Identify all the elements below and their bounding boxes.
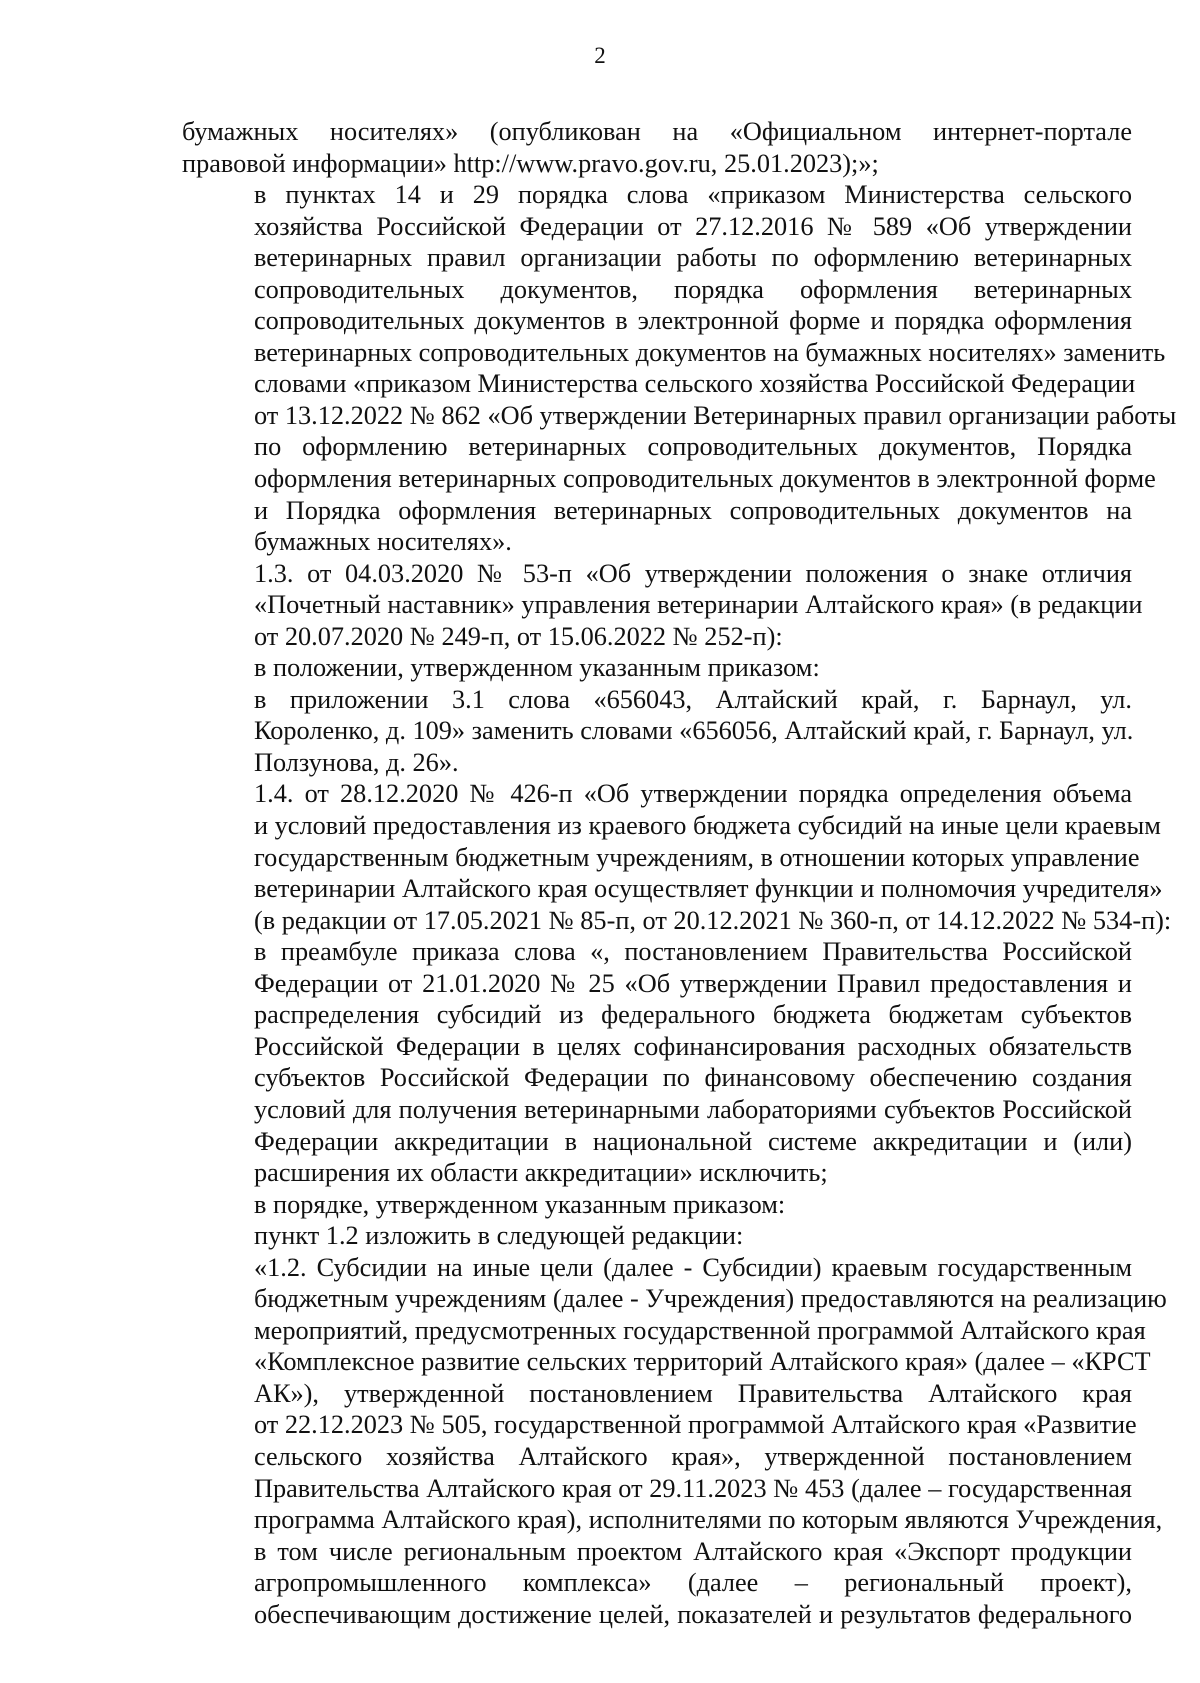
text-line: Федерации аккредитации в национальной системе аккредитации и (или) <box>254 1126 1132 1156</box>
paragraph <box>182 1252 1167 1631</box>
text-line: и Порядка оформления ветеринарных сопроводительных документов на <box>254 495 1132 525</box>
text-line: в положении, утвержденном указанным приказом: <box>254 653 820 683</box>
text-line: 1.4. от 28.12.2020 № 426-п «Об утверждении порядка определения объема <box>254 779 1132 809</box>
text-line: бюджетным учреждениям (далее - Учреждения) предоставляются на реализацию <box>254 1284 1167 1314</box>
text-line: правовой информации» http://www.pravo.gov.ru, 25.01.2023);»; <box>182 148 879 178</box>
text-line: Российской Федерации в целях софинансирования расходных обязательств <box>254 1031 1132 1061</box>
text-line: бумажных носителях» (опубликован на «Официальном интернет-портале <box>182 117 1132 146</box>
text-line: государственным бюджетным учреждениям, в отношении которых управление <box>254 842 1140 872</box>
text-line: условий для получения ветеринарными лабораториями субъектов Российской <box>254 1094 1132 1124</box>
text-line: хозяйства Российской Федерации от 27.12.2016 № 589 «Об утверждении <box>254 211 1132 241</box>
text-line: 1.3. от 04.03.2020 № 53-п «Об утверждении положения о знаке отличия <box>254 558 1132 588</box>
text-line: Федерации от 21.01.2020 № 25 «Об утверждении Правил предоставления и <box>254 968 1132 998</box>
text-line: ветеринарных сопроводительных документов на бумажных носителях» заменить <box>254 337 1166 367</box>
text-line: «1.2. Субсидии на иные цели (далее - Субсидии) краевым государственным <box>254 1252 1132 1282</box>
text-line: мероприятий, предусмотренных государственной программой Алтайского края <box>254 1315 1146 1345</box>
text-line: от 20.07.2020 № 249-п, от 15.06.2022 № 252-п): <box>254 621 783 651</box>
text-line: пункт 1.2 изложить в следующей редакции: <box>254 1221 744 1251</box>
text-line: «Почетный наставник» управления ветеринарии Алтайского края» (в редакции <box>254 590 1143 620</box>
paragraph <box>182 179 1177 558</box>
text-line: в порядке, утвержденном указанным приказом: <box>254 1189 786 1219</box>
paragraph <box>182 558 1143 653</box>
text-line: (в редакции от 17.05.2021 № 85-п, от 20.12.2021 № 360-п, от 14.12.2022 № 534-п): <box>254 905 1172 935</box>
text-line: в преамбуле приказа слова «, постановлением Правительства Российской <box>254 937 1132 967</box>
paragraph <box>182 1189 1132 1221</box>
page-number: 2 <box>594 43 606 68</box>
text-line: от 22.12.2023 № 505, государственной программой Алтайского края «Развитие <box>254 1410 1137 1440</box>
paragraph <box>182 116 1132 179</box>
text-line: Правительства Алтайского края от 29.11.2023 № 453 (далее – государственная <box>254 1473 1132 1503</box>
paragraph <box>182 1220 1132 1252</box>
text-line: ветеринарных правил организации работы по оформлению ветеринарных <box>254 243 1132 273</box>
paragraph <box>182 936 1132 1188</box>
text-line: и условий предоставления из краевого бюджета субсидий на иные цели краевым <box>254 811 1161 841</box>
paragraph <box>182 652 1132 684</box>
text-line: сопроводительных документов в электронной форме и порядка оформления <box>254 306 1132 336</box>
text-line: в пунктах 14 и 29 порядка слова «приказом Министерства сельского <box>254 180 1132 210</box>
text-line: словами «приказом Министерства сельского хозяйства Российской Федерации <box>254 369 1136 399</box>
text-line: агропромышленного комплекса» (далее – региональный проект), <box>254 1568 1132 1598</box>
paragraph <box>182 684 1132 779</box>
text-line: в том числе региональным проектом Алтайского края «Экспорт продукции <box>254 1536 1132 1566</box>
text-line: бумажных носителях». <box>254 527 512 557</box>
text-line: программа Алтайского края), исполнителями по которым являются Учреждения, <box>254 1505 1163 1535</box>
document-body <box>182 116 1177 1630</box>
text-line: АК»), утвержденной постановлением Правительства Алтайского края <box>254 1378 1132 1408</box>
text-line: в приложении 3.1 слова «656043, Алтайский край, г. Барнаул, ул. <box>254 684 1132 714</box>
text-line: сельского хозяйства Алтайского края», утвержденной постановлением <box>254 1441 1132 1471</box>
text-line: обеспечивающим достижение целей, показателей и результатов федерального <box>254 1599 1132 1629</box>
text-line: субъектов Российской Федерации по финансовому обеспечению создания <box>254 1063 1132 1093</box>
text-line: «Комплексное развитие сельских территорий Алтайского края» (далее – «КРСТ <box>254 1347 1151 1377</box>
text-line: от 13.12.2022 № 862 «Об утверждении Ветеринарных правил организации работы <box>254 400 1177 430</box>
text-line: распределения субсидий из федерального бюджета бюджетам субъектов <box>254 1000 1132 1030</box>
paragraph <box>182 778 1172 936</box>
text-line: Короленко, д. 109» заменить словами «656056, Алтайский край, г. Барнаул, ул. <box>254 716 1134 746</box>
text-line: по оформлению ветеринарных сопроводительных документов, Порядка <box>254 432 1132 462</box>
text-line: расширения их области аккредитации» исключить; <box>254 1158 828 1188</box>
text-line: Ползунова, д. 26». <box>254 747 459 777</box>
text-line: ветеринарии Алтайского края осуществляет функции и полномочия учредителя» <box>254 874 1163 904</box>
text-line: сопроводительных документов, порядка оформления ветеринарных <box>254 274 1132 304</box>
text-line: оформления ветеринарных сопроводительных документов в электронной форме <box>254 464 1156 494</box>
